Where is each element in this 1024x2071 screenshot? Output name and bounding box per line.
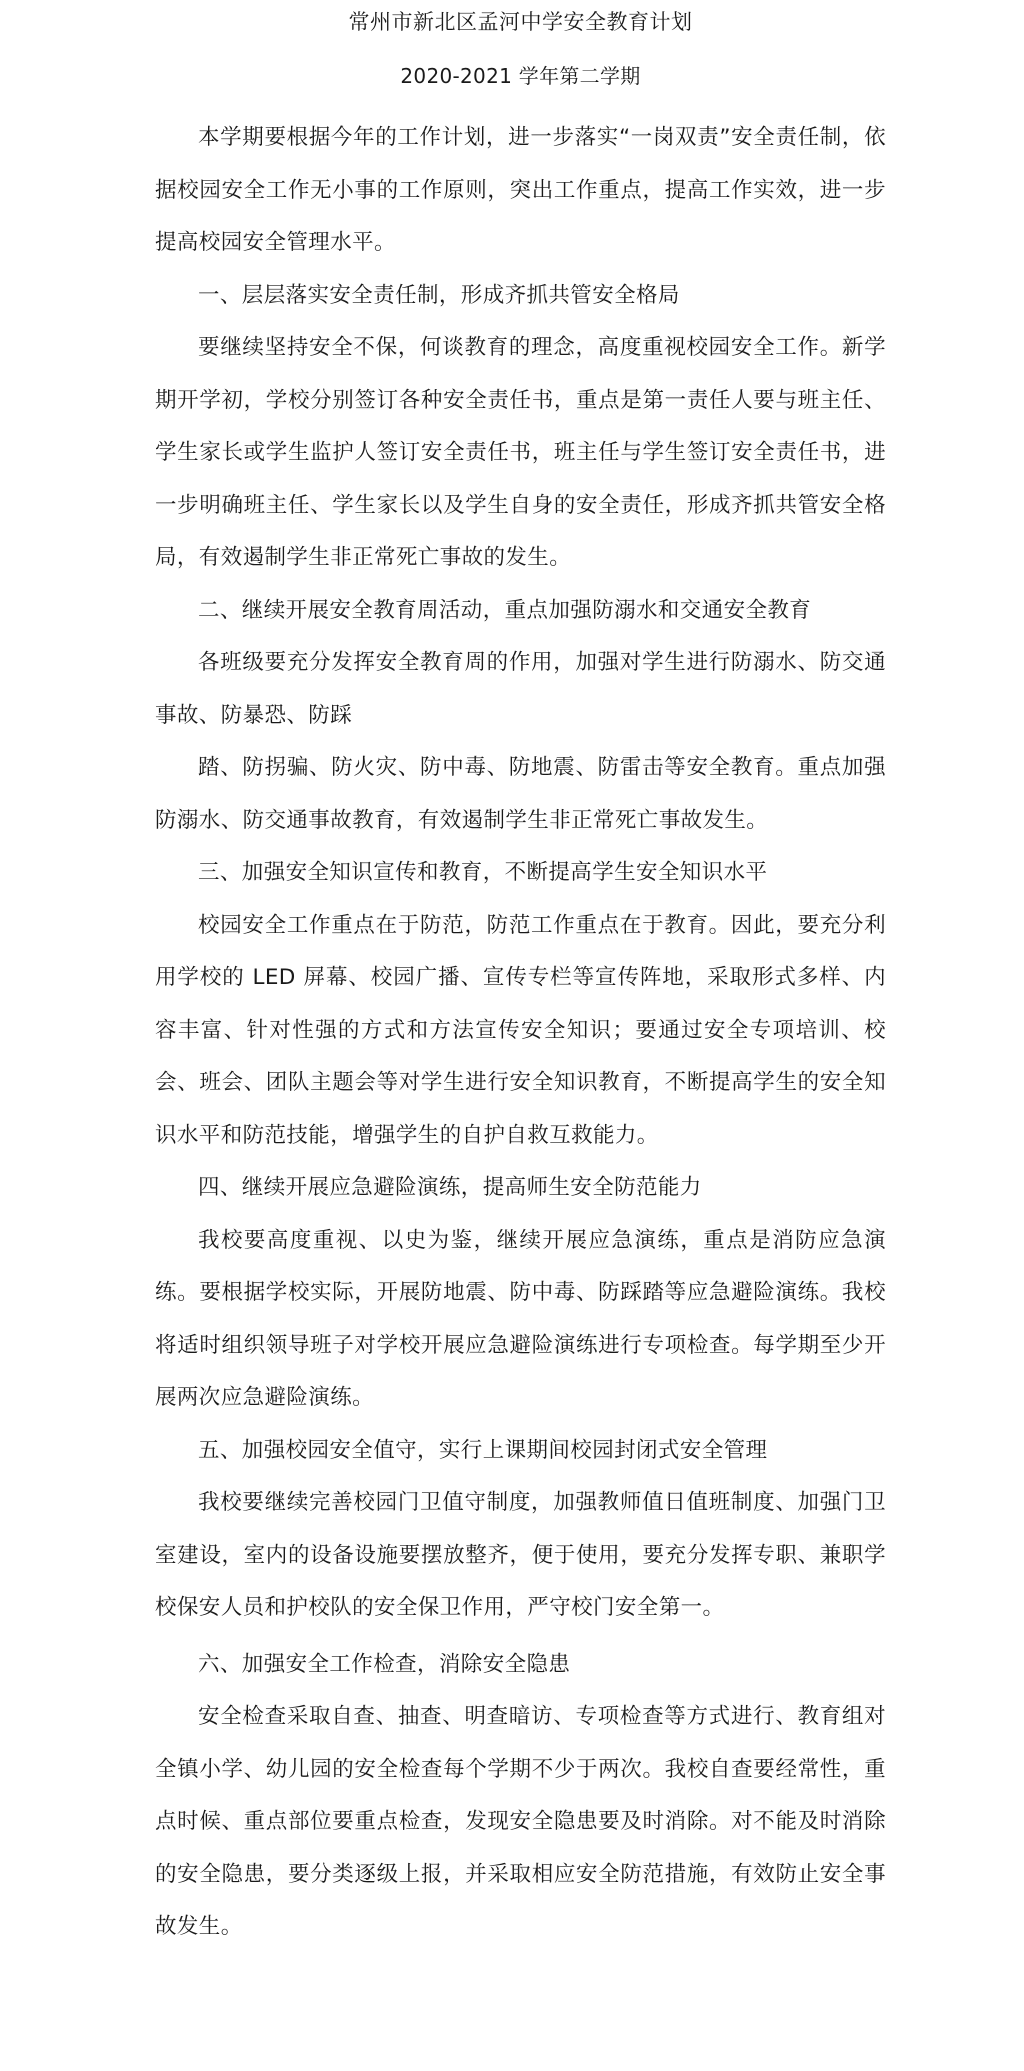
section-5-paragraph: 我校要继续完善校园门卫值守制度，加强教师值日值班制度、加强门卫室建设，室内的设备设施要摆放整齐，便于使用，要充分发挥专职、兼职学校保安人员和护校队的安全保卫作用，严守校门安全第一。 xyxy=(155,1490,886,1620)
document-subtitle: 2020-2021 学年第二学期 xyxy=(400,64,641,88)
section-5-heading: 五、加强校园安全值守，实行上课期间校园封闭式安全管理 xyxy=(198,1437,768,1463)
section-4-paragraph: 我校要高度重视、以史为鉴，继续开展应急演练，重点是消防应急演练。要根据学校实际，开展防地震、防中毒、防踩踏等应急避险演练。我校将适时组织领导班子对学校开展应急避险演练进行专项检查。每学期至少开展两次应急避险演练。 xyxy=(155,1227,886,1410)
intro-paragraph: 本学期要根据今年的工作计划，进一步落实“一岗双责”安全责任制，依据校园安全工作无小事的工作原则，突出工作重点，提高工作实效，进一步提高校园安全管理水平。 xyxy=(155,125,886,255)
section-6-paragraph: 安全检查采取自查、抽查、明查暗访、专项检查等方式进行、教育组对全镇小学、幼儿园的安全检查每个学期不少于两次。我校自查要经常性，重点时候、重点部位要重点检查，发现安全隐患要及时消除。对不能及时消除的安全隐患，要分类逐级上报，并采取相应安全防范措施，有效防止安全事故发生。 xyxy=(155,1704,886,1939)
section-6-heading: 六、加强安全工作检查，消除安全隐患 xyxy=(198,1651,571,1677)
document-title: 常州市新北区孟河中学安全教育计划 xyxy=(348,10,693,34)
section-1-paragraph: 要继续坚持安全不保，何谈教育的理念，高度重视校园安全工作。新学期开学初，学校分别签订各种安全责任书，重点是第一责任人要与班主任、学生家长或学生监护人签订安全责任书，班主任与学生签订安全责任书，进一步明确班主任、学生家长以及学生自身的安全责任，形成齐抓共管安全格局，有效遏制学生非正常死亡事故的发生。 xyxy=(155,335,886,570)
section-2-heading: 二、继续开展安全教育周活动，重点加强防溺水和交通安全教育 xyxy=(198,597,812,623)
section-3-heading: 三、加强安全知识宣传和教育，不断提高学生安全知识水平 xyxy=(198,860,768,885)
section-2-paragraph-2: 踏、防拐骗、防火灾、防中毒、防地震、防雷击等安全教育。重点加强防溺水、防交通事故教育，有效遏制学生非正常死亡事故发生。 xyxy=(155,755,886,833)
section-3-paragraph: 校园安全工作重点在于防范，防范工作重点在于教育。因此，要充分利用学校的 LED 屏幕、校园广播、宣传专栏等宣传阵地，采取形式多样、内容丰富、针对性强的方式和方法宣传安全知识；要通过安全专项培训、校会、班会、团队主题会等对学生进行安全知识教育，不断提高学生的安全知识水平和防范技能，增强学生的自护自救互救能力。 xyxy=(155,912,886,1148)
section-2-paragraph-1: 各班级要充分发挥安全教育周的作用，加强对学生进行防溺水、防交通事故、防暴恐、防踩 xyxy=(155,650,886,728)
section-4-heading: 四、继续开展应急避险演练，提高师生安全防范能力 xyxy=(198,1175,702,1200)
document-body xyxy=(155,112,886,1954)
section-1-heading: 一、层层落实安全责任制，形成齐抓共管安全格局 xyxy=(198,282,680,308)
